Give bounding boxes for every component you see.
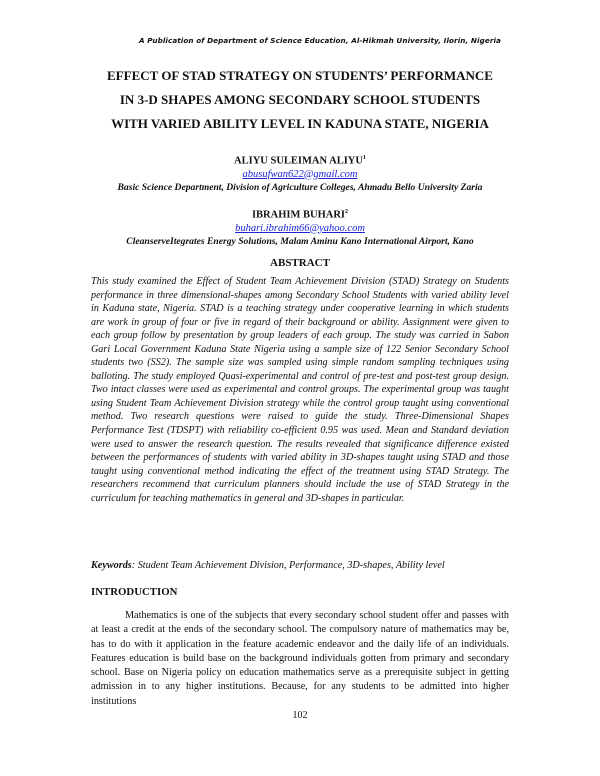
abstract-heading: ABSTRACT xyxy=(270,257,330,269)
keywords xyxy=(91,560,521,571)
author-block xyxy=(0,152,600,194)
author-email-link[interactable]: buhari.ibrahim66@yahoo.com xyxy=(235,222,365,234)
paper-title xyxy=(60,64,540,136)
title-line: IN 3-D SHAPES AMONG SECONDARY SCHOOL STUDENTS xyxy=(119,92,481,107)
author-affiliation: Basic Science Department, Division of Agriculture Colleges, Ahmadu Bello University Zaria xyxy=(117,181,483,193)
introduction-heading: INTRODUCTION xyxy=(91,586,178,598)
author-block xyxy=(0,206,600,248)
abstract-text: This study examined the Effect of Student Team Achievement Division (STAD) Strategy on Students performance in three dimensional-shapes among Secondary School Students with varied ability level in Kaduna state, Nigeria. STAD is a teaching strategy under cooperative learning in which students are work in group of four or five in regard of their background or ability. Assignment were given to each group follow by presentation by group leaders of each group. The study was carried in Sabon Gari Local Government Kaduna State Nigeria using a sample size of 122 Senior Secondary School students two (SS2). The sample size was sampled using simple random sampling techniques using balloting. The study employed Quasi-experimental and control of pre-test and post-test group design. Two intact classes were used as experimental and control groups. The experimental group was taught using Student Team Achievement Division strategy while the control group taught using conventional method. Two research questions were raised to guide the study. Three-Dimensional Shapes Performance Test (TDSPT) with reliability co-efficient 0.95 was used. Mean and Standard deviation were used to answer the research question. The results revealed that significance difference existed between the performances of students with varied ability in 3D-shapes taught using STAD and those taught using conventional method indicating the effect of the treatment using STAD Strategy. The researchers recommend that curriculum planners should include the use of STAD Strategy in the curriculum for teaching mathematics in general and 3D-shapes in particular. xyxy=(91,276,509,504)
keywords-text: : Student Team Achievement Division, Performance, 3D-shapes, Ability level xyxy=(131,560,445,571)
author-name: ALIYU SULEIMAN ALIYU$^1$ xyxy=(234,155,366,167)
author-name: IBRAHIM BUHARI$^2$ xyxy=(251,209,349,221)
keywords-label: Keywords xyxy=(91,560,132,571)
title-line: EFFECT OF STAD STRATEGY ON STUDENTS’ PERFORMANCE xyxy=(107,68,493,83)
introduction-paragraph: Mathematics is one of the subjects that every secondary school student offer and passes with at least a credit at the ends of the secondary school. The compulsory nature of mathematics may be, has to do with it application in the feature academic endeavor and the daily life of an individuals. Features education is build base on the background individuals gotten from primary and secondary school. Base on Nigeria policy on education mathematics serve as a prerequisite subject in getting admission in to any higher institutions. Because, for any students to be admitted into higher institutions xyxy=(91,610,509,707)
author-email-link[interactable]: abusufwan622@gmail.com xyxy=(242,168,358,180)
title-line: WITH VARIED ABILITY LEVEL IN KADUNA STATE, NIGERIA xyxy=(111,116,489,131)
author-affiliation: CleanserveItegrates Energy Solutions, Malam Aminu Kano International Airport, Kano xyxy=(126,235,474,247)
journal-header: A Publication of Department of Science Education, Al-Hikmah University, Ilorin, Nigeria xyxy=(139,36,501,45)
page-number: 102 xyxy=(292,710,308,721)
